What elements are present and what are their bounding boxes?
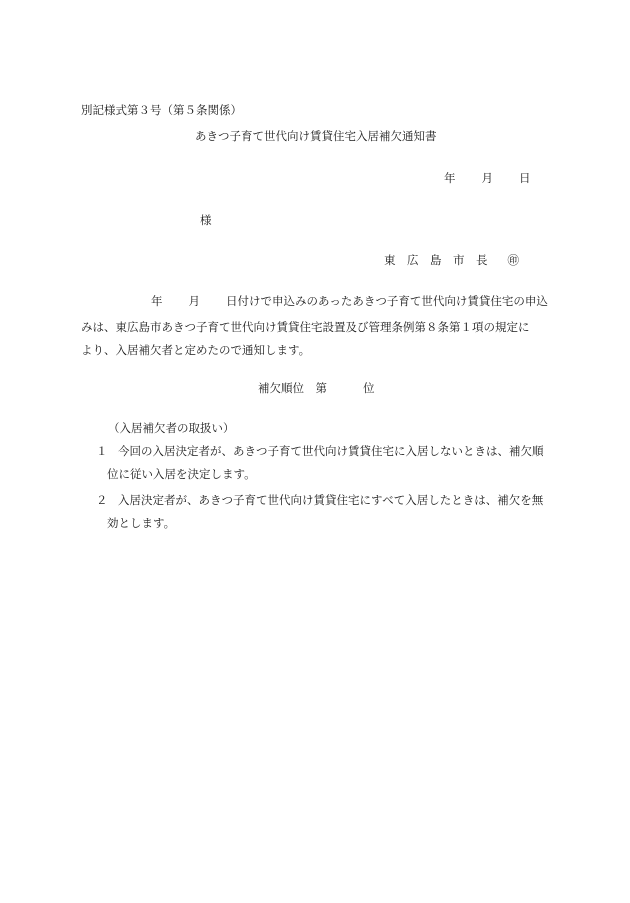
handling-item-2 bbox=[96, 495, 543, 507]
body-line-2: みは、東広島市あきつ子育て世代向け賃貸住宅設置及び管理条例第８条第１項の規定に bbox=[81, 320, 530, 334]
date-row bbox=[444, 173, 531, 185]
issuer bbox=[384, 255, 519, 267]
body-line-1 bbox=[151, 296, 548, 308]
seal-mark: ㊞ bbox=[507, 253, 519, 267]
body-line-3: より、入居補欠者と定めたので通知します。 bbox=[81, 343, 311, 357]
form-label: 別記様式第３号（第５条関係） bbox=[81, 103, 242, 117]
handling-item-2-continuation: 効とします。 bbox=[107, 516, 176, 530]
handling-item-1 bbox=[96, 446, 544, 458]
body-month: 月 bbox=[188, 294, 200, 308]
handling-heading: （入居補欠者の取扱い） bbox=[108, 421, 235, 435]
handling-item-1-continuation: 位に従い入居を決定します。 bbox=[107, 467, 256, 481]
rank-line bbox=[258, 383, 375, 395]
rank-suffix: 位 bbox=[363, 381, 375, 395]
item-text: 入居決定者が、あきつ子育て世代向け賃貸住宅にすべて入居したときは、補欠を無 bbox=[118, 493, 544, 507]
date-month: 月 bbox=[481, 171, 493, 185]
rank-label: 補欠順位 第 bbox=[258, 381, 327, 395]
document-title: あきつ子育て世代向け賃貸住宅入居補欠通知書 bbox=[195, 129, 437, 143]
date-day: 日 bbox=[519, 171, 531, 185]
addressee-honorific: 様 bbox=[200, 213, 212, 227]
item-text: 今回の入居決定者が、あきつ子育て世代向け賃貸住宅に入居しないときは、補欠順 bbox=[118, 444, 544, 458]
body-line-1-text: 日付けで申込みのあったあきつ子育て世代向け賃貸住宅の申込 bbox=[226, 294, 548, 308]
item-number: ２ bbox=[96, 493, 108, 507]
body-year: 年 bbox=[151, 294, 163, 308]
issuer-name: 東 広 島 市 長 bbox=[384, 253, 488, 267]
date-year: 年 bbox=[444, 171, 456, 185]
item-number: １ bbox=[96, 444, 108, 458]
